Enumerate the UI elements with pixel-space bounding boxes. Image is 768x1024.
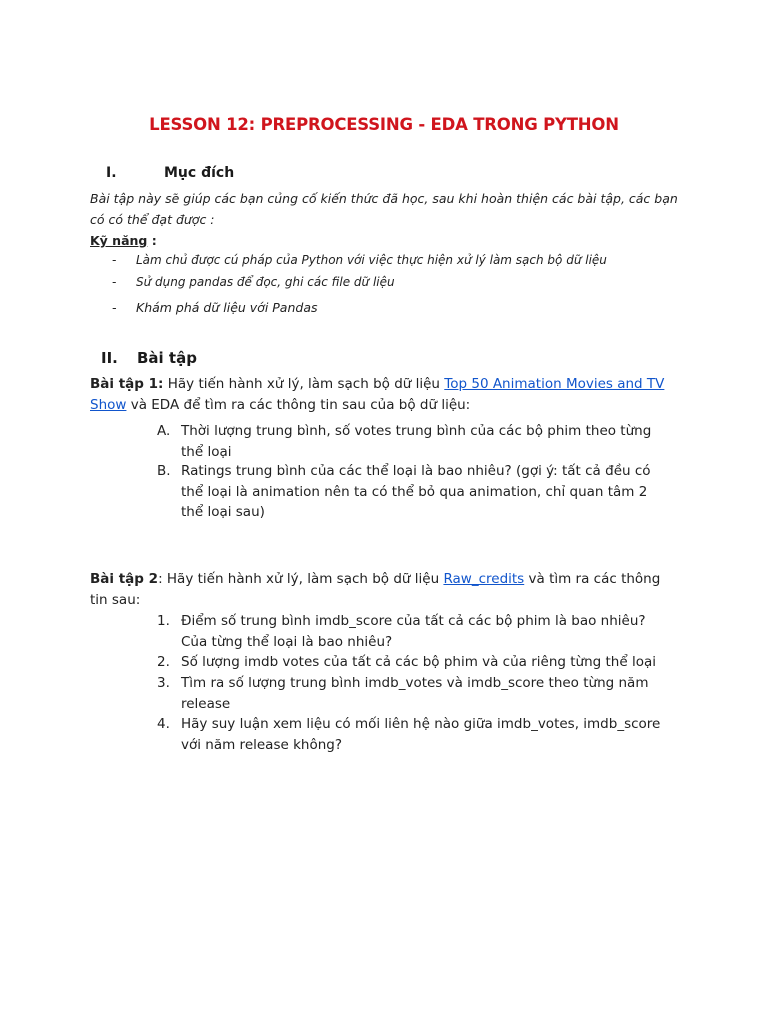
list-item-line: thể loại sau) <box>181 504 265 520</box>
list-item <box>157 714 682 756</box>
list-item <box>157 421 682 463</box>
list-item-text: Sử dụng pandas để đọc, ghi các file dữ liệu <box>136 275 395 289</box>
list-item-line: Số lượng imdb votes của tất cả các bộ phim và của riêng từng thể loại <box>181 654 656 670</box>
intro-paragraph <box>90 188 690 230</box>
list-dash: - <box>112 300 117 315</box>
intro-line: có có thể đạt được : <box>90 212 215 227</box>
list-item-line: Điểm số trung bình imdb_score của tất cả các bộ phim là bao nhiêu? <box>181 613 646 629</box>
section-title: Mục đích <box>164 165 235 181</box>
dataset-link-raw-credits[interactable]: Raw_credits <box>443 571 525 587</box>
section-number: II. <box>101 349 118 367</box>
list-item-line: Của từng thể loại là bao nhiêu? <box>181 633 393 650</box>
section-number: I. <box>106 165 117 181</box>
list-marker: A. <box>157 423 171 439</box>
list-marker: B. <box>157 463 171 479</box>
list-item-text: Khám phá dữ liệu với Pandas <box>136 300 318 315</box>
exercise-text: : Hãy tiến hành xử lý, làm sạch bộ dữ liệu <box>158 571 444 587</box>
list-item <box>157 611 682 653</box>
list-item-line: release <box>181 695 231 712</box>
section-title: Bài tập <box>137 349 197 367</box>
list-marker: 2. <box>157 654 170 670</box>
list-item-line: Ratings trung bình của các thể loại là bao nhiêu? (gợi ý: tất cả đều có <box>181 463 651 479</box>
list-dash: - <box>112 253 117 267</box>
list-item-line: thể loại là animation nên ta có thể bỏ qua animation, chỉ quan tâm 2 <box>181 483 648 500</box>
section-heading-exercises <box>101 349 197 367</box>
list-item-line: Hãy suy luận xem liệu có mối liên hệ nào giữa imdb_votes, imdb_score <box>181 716 661 732</box>
document-title: LESSON 12: PREPROCESSING - EDA TRONG PYTHON <box>149 115 619 134</box>
list-item <box>157 652 682 673</box>
exercise-text: và EDA để tìm ra các thông tin sau của bộ dữ liệu: <box>126 397 471 413</box>
exercise-text: Hãy tiến hành xử lý, làm sạch bộ dữ liệu <box>163 376 445 392</box>
skills-label-text: Kỹ năng <box>90 233 148 248</box>
dataset-link-top50[interactable]: Top 50 Animation Movies and TV <box>444 376 665 392</box>
list-dash: - <box>112 275 117 289</box>
exercise-text: tin sau: <box>90 592 141 608</box>
exercise-1-label: Bài tập 1: <box>90 376 164 392</box>
skills-label <box>90 233 157 248</box>
exercise-1-intro <box>90 374 688 416</box>
skills-label-colon: : <box>147 233 157 248</box>
list-item-line: thể loại <box>181 443 232 460</box>
list-marker: 3. <box>157 675 170 691</box>
list-item <box>157 461 682 525</box>
exercise-2-intro <box>90 569 688 611</box>
list-marker: 1. <box>157 613 170 629</box>
exercise-2-label: Bài tập 2 <box>90 571 159 587</box>
section-heading-purpose <box>106 165 234 181</box>
dataset-link-top50-cont[interactable]: Show <box>90 397 127 413</box>
list-marker: 4. <box>157 716 170 732</box>
intro-line: Bài tập này sẽ giúp các bạn củng cố kiến thức đã học, sau khi hoàn thiện các bài tập, các bạn <box>90 191 678 206</box>
list-item <box>157 673 682 715</box>
list-item-text: Làm chủ được cú pháp của Python với việc thực hiện xử lý làm sạch bộ dữ liệu <box>136 253 607 267</box>
exercise-text: và tìm ra các thông <box>524 571 661 587</box>
list-item-line: Tìm ra số lượng trung bình imdb_votes và imdb_score theo từng năm <box>181 675 649 691</box>
list-item-line: với năm release không? <box>181 736 343 753</box>
list-item-line: Thời lượng trung bình, số votes trung bình của các bộ phim theo từng <box>181 423 652 439</box>
